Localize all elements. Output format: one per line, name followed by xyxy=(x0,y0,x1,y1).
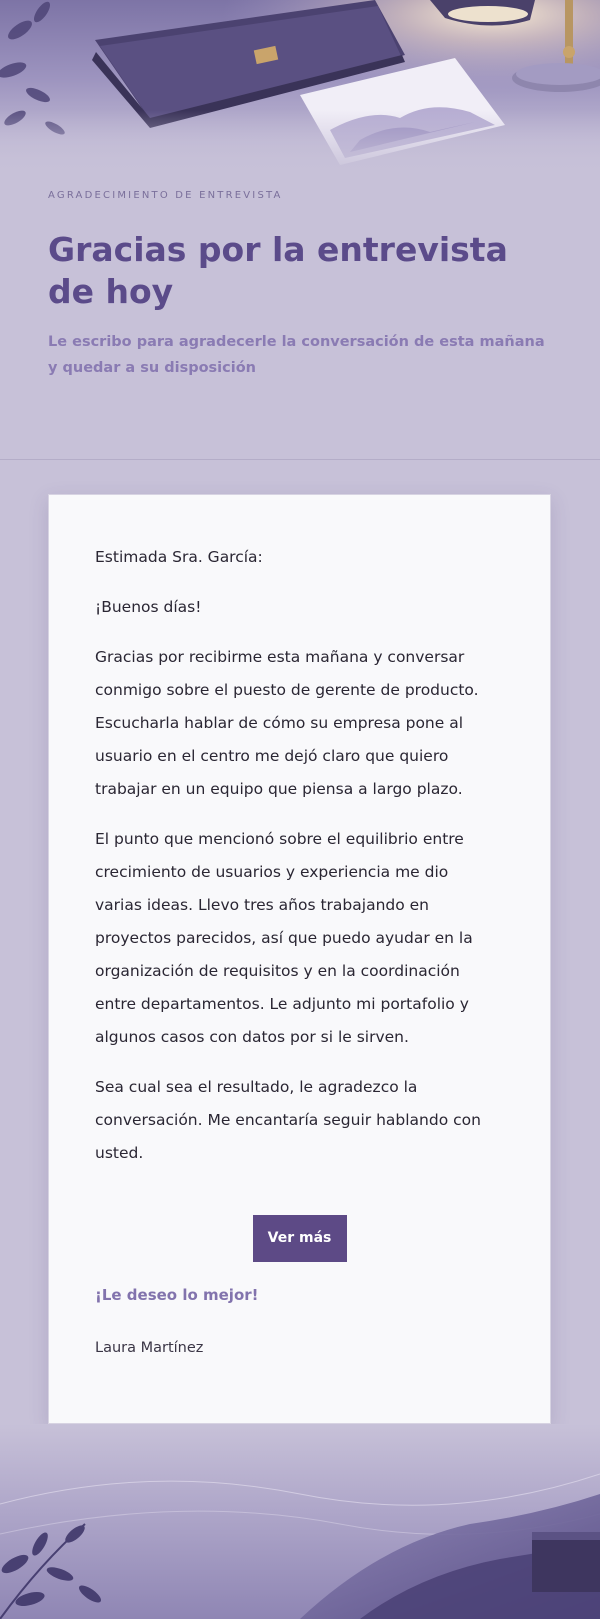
letter-signature: Laura Martínez xyxy=(95,1340,204,1356)
letter-closing: ¡Le deseo lo mejor! xyxy=(95,1286,259,1304)
header-illustration xyxy=(0,0,600,175)
letter-paragraph-1: Gracias por recibirme esta mañana y conversar conmigo sobre el puesto de gerente de producto. Escucharla hablar de cómo su empresa pone al usuario en el centro me dejó claro que quiero trabajar en un equipo que piensa a largo plazo. xyxy=(95,648,479,798)
letter-salutation: Estimada Sra. García: xyxy=(95,548,263,566)
see-more-button[interactable]: Ver más xyxy=(253,1215,347,1262)
letter-card xyxy=(48,494,551,1424)
cta-container xyxy=(49,1215,550,1262)
letter-paragraph-2: El punto que mencionó sobre el equilibrio entre crecimiento de usuarios y experiencia me dio varias ideas. Llevo tres años trabajando en proyectos parecidos, así que puedo ayudar en la organización de requisitos y en la coordinación entre departamentos. Le adjunto mi portafolio y algunos casos con datos por si le sirven. xyxy=(95,830,473,1046)
letter-greeting: ¡Buenos días! xyxy=(95,598,202,616)
leaf-decoration xyxy=(0,1522,104,1619)
footer-illustration xyxy=(0,1424,600,1619)
letter-body xyxy=(95,541,500,1187)
page-title: Gracias por la entrevista de hoy xyxy=(48,230,508,311)
page-subtitle: Le escribo para agradecerle la conversación de esta mañana y quedar a su disposición xyxy=(48,334,545,376)
letter-paragraph-3: Sea cual sea el resultado, le agradezco la conversación. Me encantaría seguir hablando con usted. xyxy=(95,1078,481,1162)
eyebrow-label: AGRADECIMIENTO DE ENTREVISTA xyxy=(48,190,283,201)
header xyxy=(0,175,600,460)
